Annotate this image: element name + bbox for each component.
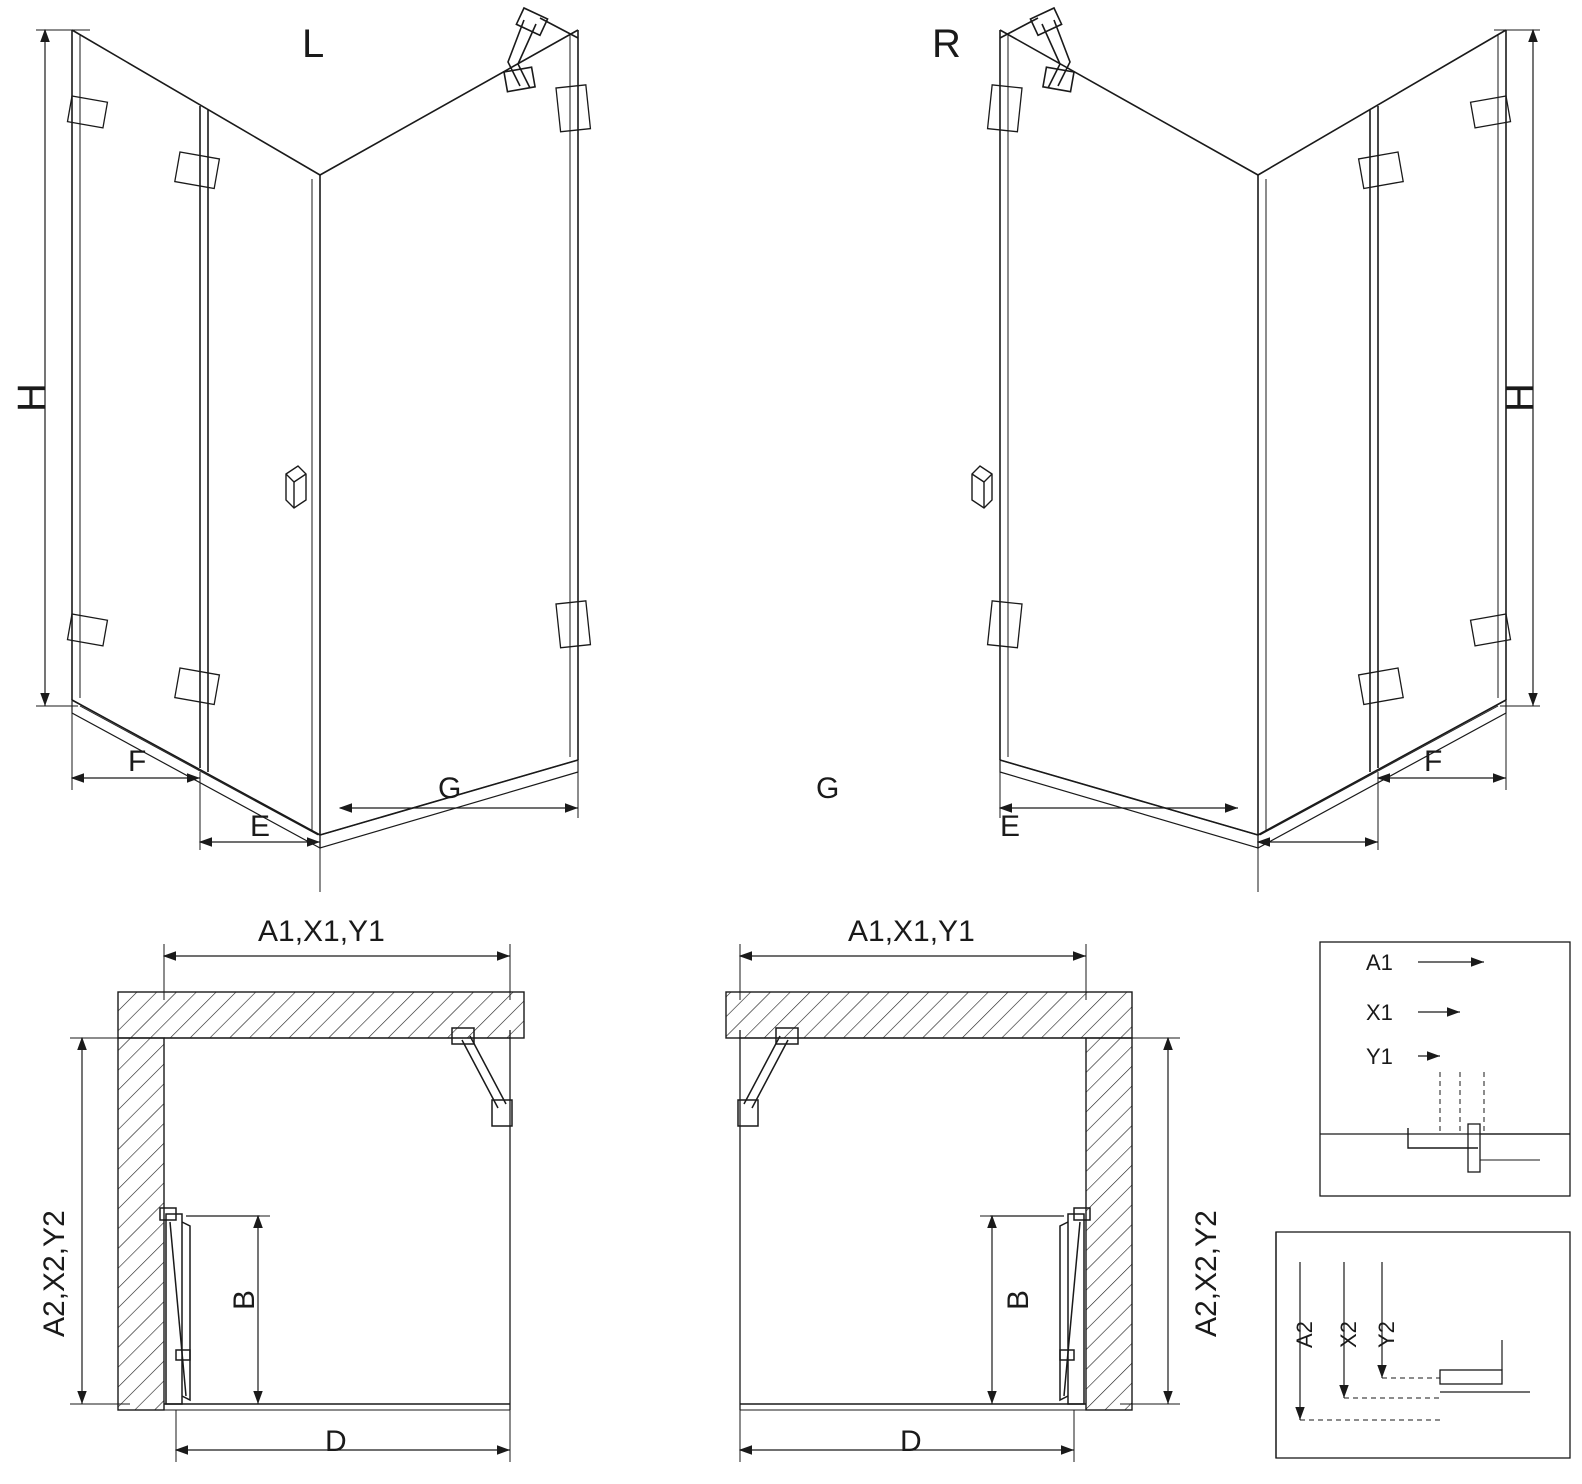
- iso-left-title: L: [302, 22, 325, 66]
- iso-left-f-label: F: [128, 745, 147, 778]
- plan-right-d-label: D: [900, 1425, 922, 1458]
- detail-bottom-view: [1276, 1232, 1570, 1458]
- plan-right-top-dim-label: A1,X1,Y1: [848, 915, 975, 948]
- iso-left-view: [36, 8, 590, 892]
- iso-right-e-label: E: [1000, 810, 1021, 843]
- detail-y1-label: Y1: [1366, 1044, 1393, 1069]
- plan-right-side-dim-label: A2,X2,Y2: [1190, 1210, 1223, 1337]
- iso-right-f-label: F: [1424, 745, 1443, 778]
- plan-left-side-dim-label: A2,X2,Y2: [38, 1210, 71, 1337]
- detail-x1-label: X1: [1366, 1000, 1393, 1025]
- iso-left-g-label: G: [438, 772, 462, 805]
- plan-left-view: [70, 944, 524, 1462]
- detail-a2-label: A2: [1292, 1321, 1317, 1348]
- iso-left-height-label: H: [10, 383, 54, 412]
- plan-right-b-label: B: [1002, 1289, 1035, 1310]
- detail-y2-label: Y2: [1374, 1321, 1399, 1348]
- plan-left-b-label: B: [228, 1289, 261, 1310]
- iso-left-e-label: E: [250, 810, 271, 843]
- detail-x2-label: X2: [1336, 1321, 1361, 1348]
- plan-left-d-label: D: [325, 1425, 347, 1458]
- iso-right-g-label: G: [816, 772, 840, 805]
- iso-right-title: R: [932, 22, 961, 66]
- plan-left-top-dim-label: A1,X1,Y1: [258, 915, 385, 948]
- detail-top-view: [1320, 942, 1570, 1196]
- iso-right-view: [972, 8, 1540, 892]
- plan-right-view: [726, 944, 1180, 1462]
- iso-right-height-label: H: [1498, 383, 1542, 412]
- detail-a1-label: A1: [1366, 950, 1393, 975]
